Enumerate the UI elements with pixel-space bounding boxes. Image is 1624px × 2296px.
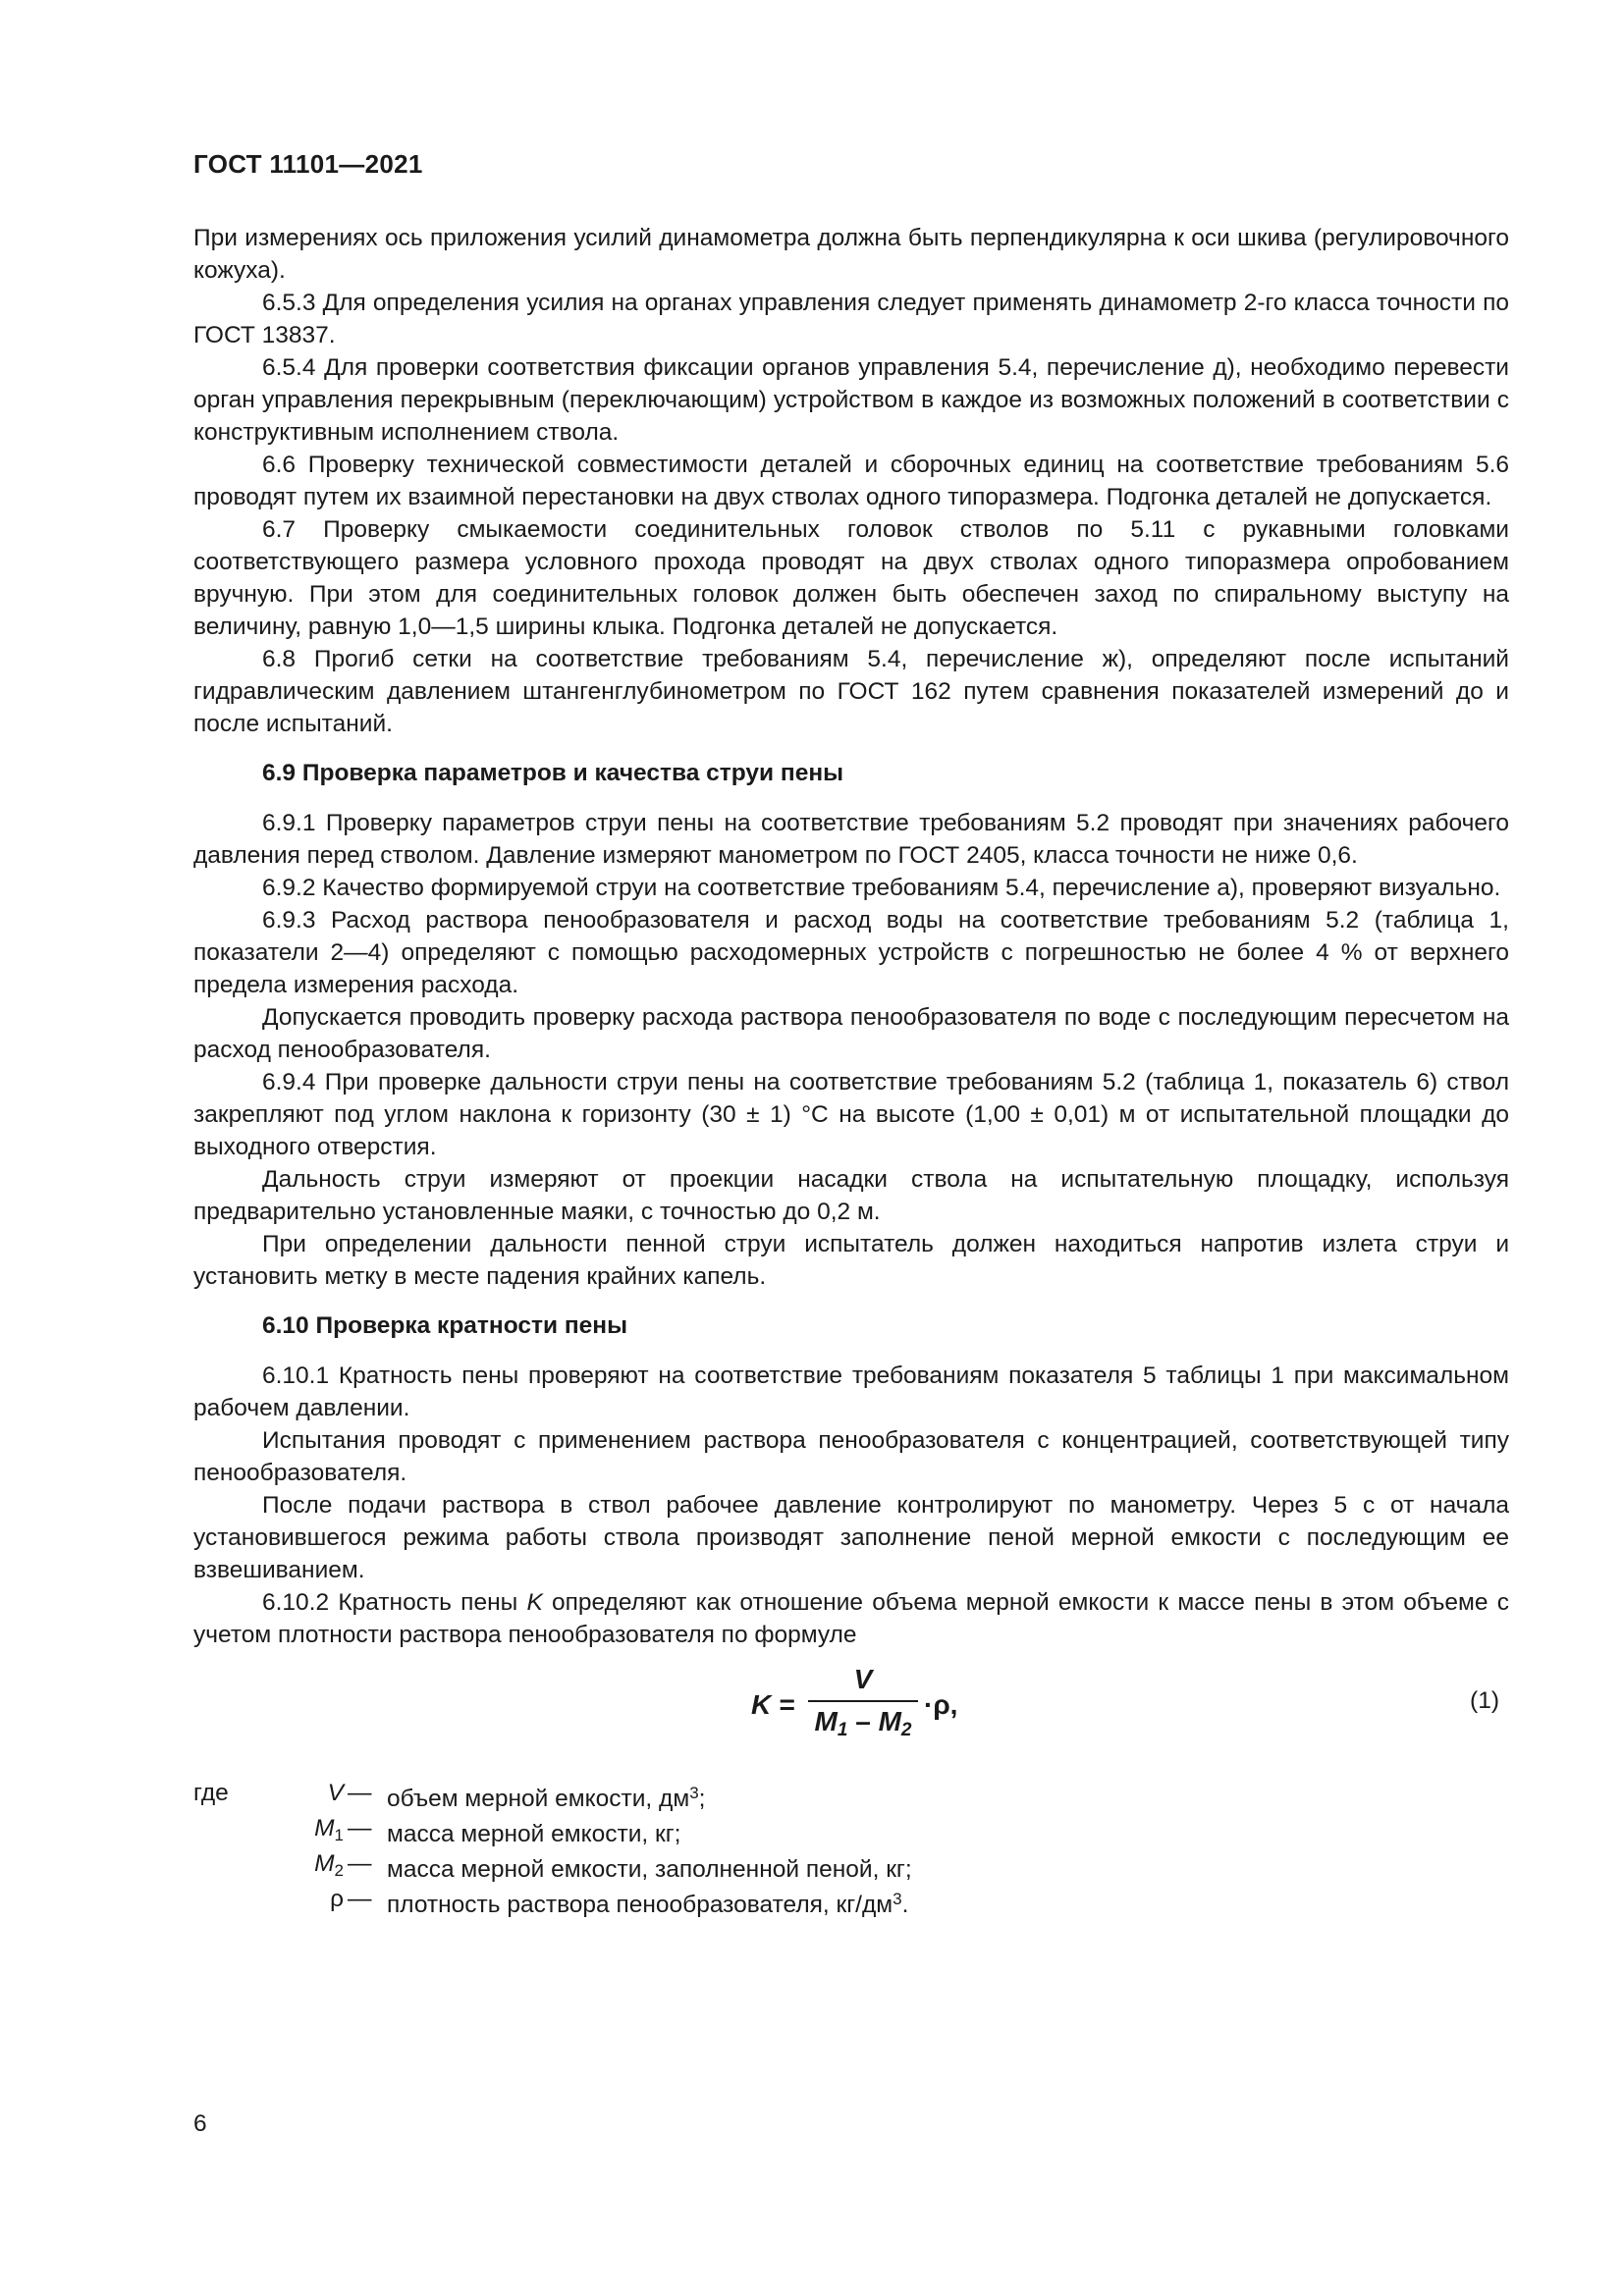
paragraph: Испытания проводят с применением раствора пенообразователя с концентрацией, соответствующей типу пенообразователя. — [193, 1427, 1509, 1486]
legend-symbol: V — [327, 1780, 344, 1806]
legend-dash: — — [348, 1780, 372, 1806]
paragraph-6-9-3: 6.9.3 Расход раствора пенообразователя и расход воды на соответствие требованиям 5.2 (таблица 1, показатели 2—4) определяют с помощью расходомерных устройств с погрешностью не более 4 % от верхнего предела измерения расхода. — [193, 907, 1509, 998]
paragraph: Дальность струи измеряют от проекции насадки ствола на испытательную площадку, используя предварительно установленные маяки, с точностью до 0,2 м. — [193, 1166, 1509, 1225]
paragraph-6-9-1: 6.9.1 Проверку параметров струи пены на соответствие требованиям 5.2 проводят при значениях рабочего давления перед стволом. Давление измеряют манометром по ГОСТ 2405, класса точности не ниже 0,6. — [193, 810, 1509, 869]
paragraph: Допускается проводить проверку расхода раствора пенообразователя по воде с последующим пересчетом на расход пенообразователя. — [193, 1004, 1509, 1063]
legend-row — [193, 1777, 1509, 1812]
formula-rhs: ·ρ, — [924, 1689, 958, 1720]
paragraph-6-9-2: 6.9.2 Качество формируемой струи на соответствие требованиям 5.4, перечисление а), проверяют визуально. — [262, 875, 1501, 901]
paragraph-text: 6.10.2 Кратность пены — [262, 1589, 527, 1616]
legend-text: масса мерной емкости, кг; — [387, 1821, 681, 1847]
legend-text: масса мерной емкости, заполненной пеной, кг; — [387, 1856, 912, 1883]
legend-symbol: $M_1$ — [314, 1815, 344, 1844]
fraction-bar — [808, 1700, 918, 1702]
legend-dash: — — [348, 1815, 372, 1842]
legend-dash: — — [348, 1850, 372, 1877]
paragraph-6-7: 6.7 Проверку смыкаемости соединительных головок стволов по 5.11 с рукавными головками соответствующего размера условного прохода проводят на двух стволах одного типоразмера опробованием вручную. При этом для соединительных головок должен быть обеспечен заход по спиральному выступу на величину, равную 1,0—1,5 ширины клыка. Подгонка деталей не допускается. — [193, 516, 1509, 640]
page-number: 6 — [193, 2110, 207, 2137]
legend-text: объем мерной емкости, $дм^3$; — [387, 1784, 706, 1812]
paragraph: При измерениях ось приложения усилий динамометра должна быть перпендикулярна к оси шкива (регулировочного кожуха). — [193, 225, 1509, 284]
denominator-sub1: 1 — [837, 1720, 848, 1740]
legend-row — [193, 1847, 1509, 1883]
legend-row — [193, 1812, 1509, 1847]
paragraph-6-10-1: 6.10.1 Кратность пены проверяют на соответствие требованиям показателя 5 таблицы 1 при максимальном рабочем давлении. — [193, 1362, 1509, 1421]
section-heading-6-9: 6.9 Проверка параметров и качества струи пены — [262, 760, 844, 786]
denominator-sub2: 2 — [900, 1720, 912, 1740]
formula-numerator: V — [853, 1664, 873, 1694]
denominator-minus: – — [847, 1706, 879, 1736]
document-page — [193, 0, 1509, 2296]
paragraph-6-10-2 — [193, 1586, 1509, 1651]
paragraph-text: определяют как отношение объема мерной емкости к массе пены в этом объеме с учетом плотности раствора пенообразователя по формуле — [193, 1589, 1509, 1648]
paragraph: При определении дальности пенной струи испытатель должен находиться напротив излета струи и установить метку в месте падения крайних капель. — [193, 1231, 1509, 1290]
legend-symbol: ρ — [330, 1886, 344, 1912]
legend-dash: — — [348, 1886, 372, 1912]
paragraph-6-5-4: 6.5.4 Для проверки соответствия фиксации органов управления 5.4, перечисление д), необходимо перевести орган управления перекрывным (переключающим) устройством в каждое из возможных положений в соответствии с конструктивным исполнением ствола. — [193, 354, 1509, 446]
paragraph-6-6: 6.6 Проверку технической совместимости деталей и сборочных единиц на соответствие требованиям 5.6 проводят путем их взаимной перестановки на двух стволах одного типоразмера. Подгонка деталей не допускается. — [193, 452, 1509, 510]
legend-prefix: где — [193, 1780, 229, 1806]
paragraph: После подачи раствора в ствол рабочее давление контролируют по манометру. Через 5 с от начала установившегося режима работы ствола производят заполнение пеной мерной емкости с последующим ее взвешиванием. — [193, 1492, 1509, 1583]
formula-number: (1) — [1470, 1687, 1499, 1714]
paragraph-6-8: 6.8 Прогиб сетки на соответствие требованиям 5.4, перечисление ж), определяют после испытаний гидравлическим давлением штангенглубинометром по ГОСТ 162 путем сравнения показателей измерений до и после испытаний. — [193, 646, 1509, 737]
variable-k: K — [526, 1589, 543, 1616]
paragraph-6-9-4: 6.9.4 При проверке дальности струи пены на соответствие требованиям 5.2 (таблица 1, показатель 6) ствол закрепляют под углом наклона к горизонту (30 ± 1) °С на высоте (1,00 ± 0,01) м от испытательной площадки до выходного отверстия. — [193, 1069, 1509, 1160]
legend-row — [193, 1883, 1509, 1918]
legend-symbol: $M_2$ — [314, 1850, 344, 1880]
formula-legend — [193, 1777, 1509, 1918]
formula-fraction — [808, 1663, 918, 1738]
document-header: ГОСТ 11101—2021 — [193, 149, 423, 179]
formula-block — [193, 1659, 1509, 1753]
document-body — [193, 222, 1509, 1918]
formula-denominator — [808, 1705, 918, 1738]
formula-lhs: K = — [751, 1689, 795, 1720]
section-heading-6-10: 6.10 Проверка кратности пены — [262, 1312, 627, 1339]
denominator-m1: M — [814, 1706, 838, 1736]
legend-text: плотность раствора пенообразователя, $кг/дм^3$. — [387, 1890, 909, 1918]
paragraph-6-5-3: 6.5.3 Для определения усилия на органах управления следует применять динамометр 2-го класса точности по ГОСТ 13837. — [193, 290, 1509, 348]
denominator-m2: M — [878, 1706, 901, 1736]
